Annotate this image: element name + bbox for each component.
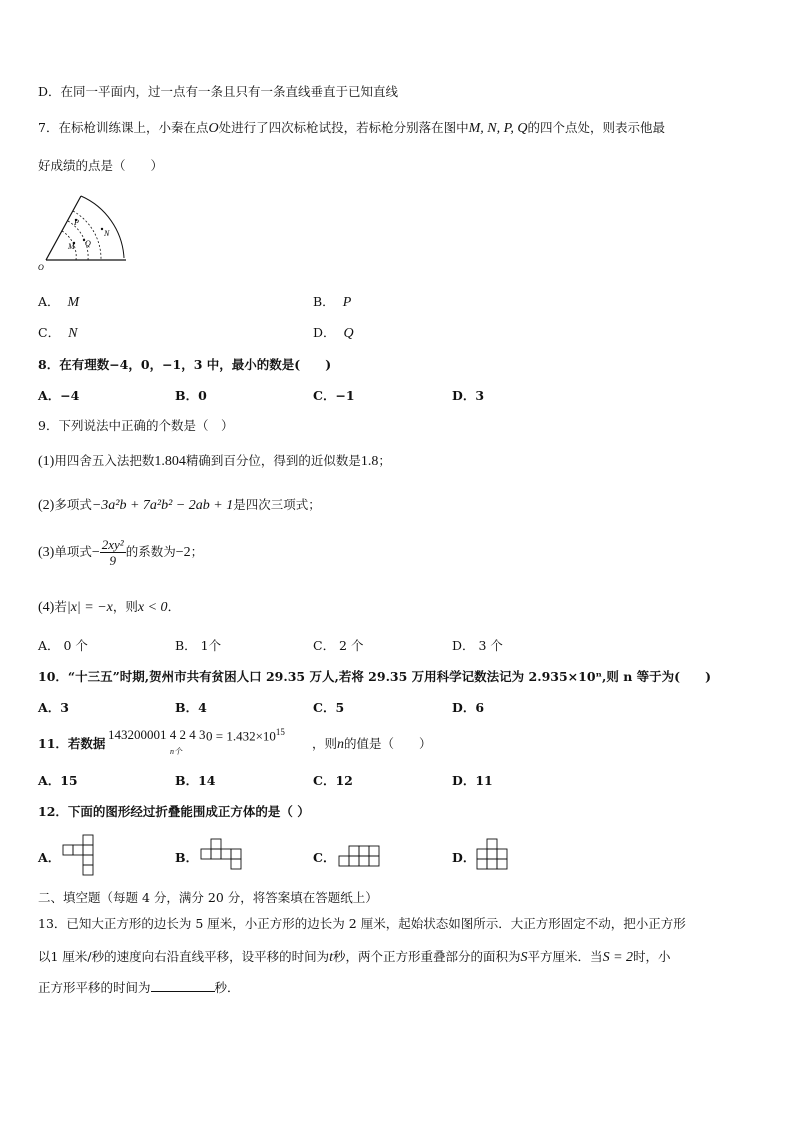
q9-s1-approx: 1.8 xyxy=(360,454,379,469)
q9-s2-expr: −3a²b + 7a²b² − 2ab + 1 xyxy=(91,498,234,513)
q11-var-n: n xyxy=(337,737,345,752)
q9-option-a: A． 0 个 xyxy=(38,638,88,653)
q13-line3-b: 秒． xyxy=(214,980,240,995)
q9-s2-text-b: 是四次三项式； xyxy=(233,497,321,512)
q11-under: n个 xyxy=(170,747,182,756)
q9-s3-text-b: 的系数为 xyxy=(125,544,176,559)
q9-option-c: C． 2 个 xyxy=(313,638,364,653)
q10-option-d: D．6 xyxy=(452,700,485,715)
q7-option-c-letter: C． xyxy=(38,325,61,340)
q12-option-c-net xyxy=(338,845,384,869)
q9-s3-fraction xyxy=(100,538,126,567)
q7-option-c-value: N xyxy=(68,326,78,341)
q10-option-a: A．3 xyxy=(38,700,69,715)
q10-option-b: B．4 xyxy=(175,700,207,715)
q13-answer-blank[interactable] xyxy=(151,979,215,992)
q9-s2-label: (2) xyxy=(38,498,55,513)
q9-s3-coef: −2 xyxy=(175,545,191,560)
q9-s3-label: (3) xyxy=(38,545,55,560)
q7-stem-line1 xyxy=(38,118,665,137)
q7-fig-label-n: N xyxy=(104,229,110,238)
q12-option-d-net xyxy=(476,838,512,872)
q13-line3 xyxy=(38,978,240,996)
q7-fig-label-m: M xyxy=(68,242,75,251)
q9-s3-sign: − xyxy=(91,545,100,560)
q9-s3-text-a: 单项式 xyxy=(54,544,92,559)
q7-stem-part2: 处进行了四次标枪试投，若标枪分别落在图中 xyxy=(218,120,469,135)
q8-option-c: C．−1 xyxy=(313,388,355,403)
q13-line2-a: 以1 厘米/秒的速度向右沿直线平移，设平移的时间为 xyxy=(38,949,330,964)
q9-statement-4 xyxy=(38,597,180,616)
q7-option-b-letter: B． xyxy=(313,294,335,309)
q12-option-a-net xyxy=(62,834,102,876)
q9-s4-text-b: ，则 xyxy=(112,599,138,614)
q11-eq: 0 = 1.432×10 xyxy=(206,728,276,744)
q11-stem-a: 11．若数据 xyxy=(38,736,106,751)
q13-line1: 13．已知大正方形的边长为 5 厘米，小正方形的边长为 2 厘米，起始状态如图所示．大正方形固定不动，把小正方形 xyxy=(38,916,686,931)
q8-option-a: A．−4 xyxy=(38,388,80,403)
q9-s1-end: ； xyxy=(378,453,391,468)
q12-option-a-label: A． xyxy=(38,850,61,865)
q9-option-b: B． 1个 xyxy=(175,638,222,653)
q9-s1-num: 1.804 xyxy=(154,454,186,469)
q9-s3-numerator: 2xy² xyxy=(101,537,124,552)
q9-s3-end: ； xyxy=(190,544,204,559)
q12-option-d-label: D． xyxy=(452,850,476,865)
q13-line2-c: 平方厘米．当 xyxy=(527,949,603,964)
q10-stem: 10．“十三五”时期,贺州市共有贫困人口 29.35 万人,若将 29.35 万用科学记数法记为 2.935×10ⁿ,则 n 等于为( ) xyxy=(38,669,711,684)
q7-option-a xyxy=(38,292,79,311)
q13-line2-d: 时，小 xyxy=(633,949,671,964)
q12-option-b-net xyxy=(200,838,246,872)
q9-s4-label: (4) xyxy=(38,600,55,615)
q7-option-a-letter: A． xyxy=(38,294,60,309)
q7-option-b-value: P xyxy=(342,295,352,310)
q7-option-d xyxy=(313,323,354,342)
q11-underbrace-label xyxy=(170,746,182,757)
q7-fig-label-q: Q xyxy=(85,239,91,248)
q11-stem-c: 的值是（ ） xyxy=(344,736,432,751)
q10-option-c: C．5 xyxy=(313,700,345,715)
q9-s4-expr: |x| = −x xyxy=(66,600,113,615)
q7-option-d-letter: D． xyxy=(313,325,336,340)
q9-s4-end: ． xyxy=(167,599,181,614)
q11-stem-rest xyxy=(312,734,432,753)
q13-cond: S = 2 xyxy=(602,950,634,965)
q9-option-d: D． 3 个 xyxy=(452,638,503,653)
q11-equation xyxy=(206,727,285,744)
q7-option-b xyxy=(313,292,351,311)
q7-fig-label-o: O xyxy=(38,263,44,272)
q9-statement-2 xyxy=(38,495,321,514)
q12-option-b-label: B． xyxy=(175,850,199,865)
q7-stem-part3: 的四个点处，则表示他最 xyxy=(527,120,665,135)
q13-var-t: t xyxy=(329,950,334,965)
q11-data-digits: 143200001 4 2 4 3 xyxy=(108,727,206,742)
q9-statement-1 xyxy=(38,451,391,470)
q13-line2 xyxy=(38,947,671,966)
q8-stem: 8．在有理数−4，0，−1，3 中，最小的数是( ) xyxy=(38,357,332,372)
q13-var-s: S xyxy=(520,950,528,965)
section-2-heading: 二、填空题（每题 4 分，满分 20 分，将答案填在答题纸上） xyxy=(38,890,378,905)
q7-option-a-value: M xyxy=(67,295,80,310)
q12-stem: 12．下面的图形经过折叠能围成正方体的是（ ） xyxy=(38,804,310,819)
q6-option-d: D．在同一平面内，过一点有一条且只有一条直线垂直于已知直线 xyxy=(38,84,399,99)
q7-point-o: O xyxy=(208,121,219,136)
q7-stem-part1: 7．在标枪训练课上，小秦在点 xyxy=(38,120,209,135)
q7-fig-label-p: P xyxy=(74,218,79,227)
q13-line3-a: 正方形平移的时间为 xyxy=(38,980,151,995)
q9-s1-text-b: 精确到百分位，得到的近似数是 xyxy=(185,453,361,468)
q9-s3-denominator: 9 xyxy=(109,553,116,568)
q7-option-c xyxy=(38,323,77,342)
q11-option-a: A．15 xyxy=(38,773,78,788)
q9-s4-res: x < 0 xyxy=(137,600,168,615)
q11-stem-b: ，则 xyxy=(312,736,338,751)
q9-s4-text-a: 若 xyxy=(54,599,67,614)
q11-option-d: D．11 xyxy=(452,773,493,788)
q9-s1-label: (1) xyxy=(38,454,55,469)
q7-stem-line2: 好成绩的点是（ ） xyxy=(38,158,164,173)
q13-line2-b: 秒，两个正方形重叠部分的面积为 xyxy=(333,949,521,964)
q11-option-b: B．14 xyxy=(175,773,216,788)
q12-option-c-label: C． xyxy=(313,850,336,865)
q7-points: M, N, P, Q xyxy=(468,121,528,136)
q7-javelin-figure xyxy=(36,190,132,272)
q8-option-b: B．0 xyxy=(175,388,207,403)
q9-statement-3 xyxy=(38,538,203,567)
q9-s1-text-a: 用四舍五入法把数 xyxy=(54,453,155,468)
q9-s2-text-a: 多项式 xyxy=(54,497,92,512)
q7-option-d-value: Q xyxy=(343,326,354,341)
q9-stem: 9．下列说法中正确的个数是（ ） xyxy=(38,418,234,433)
q11-exponent: 15 xyxy=(275,727,285,737)
q8-option-d: D．3 xyxy=(452,388,485,403)
q11-option-c: C．12 xyxy=(313,773,353,788)
